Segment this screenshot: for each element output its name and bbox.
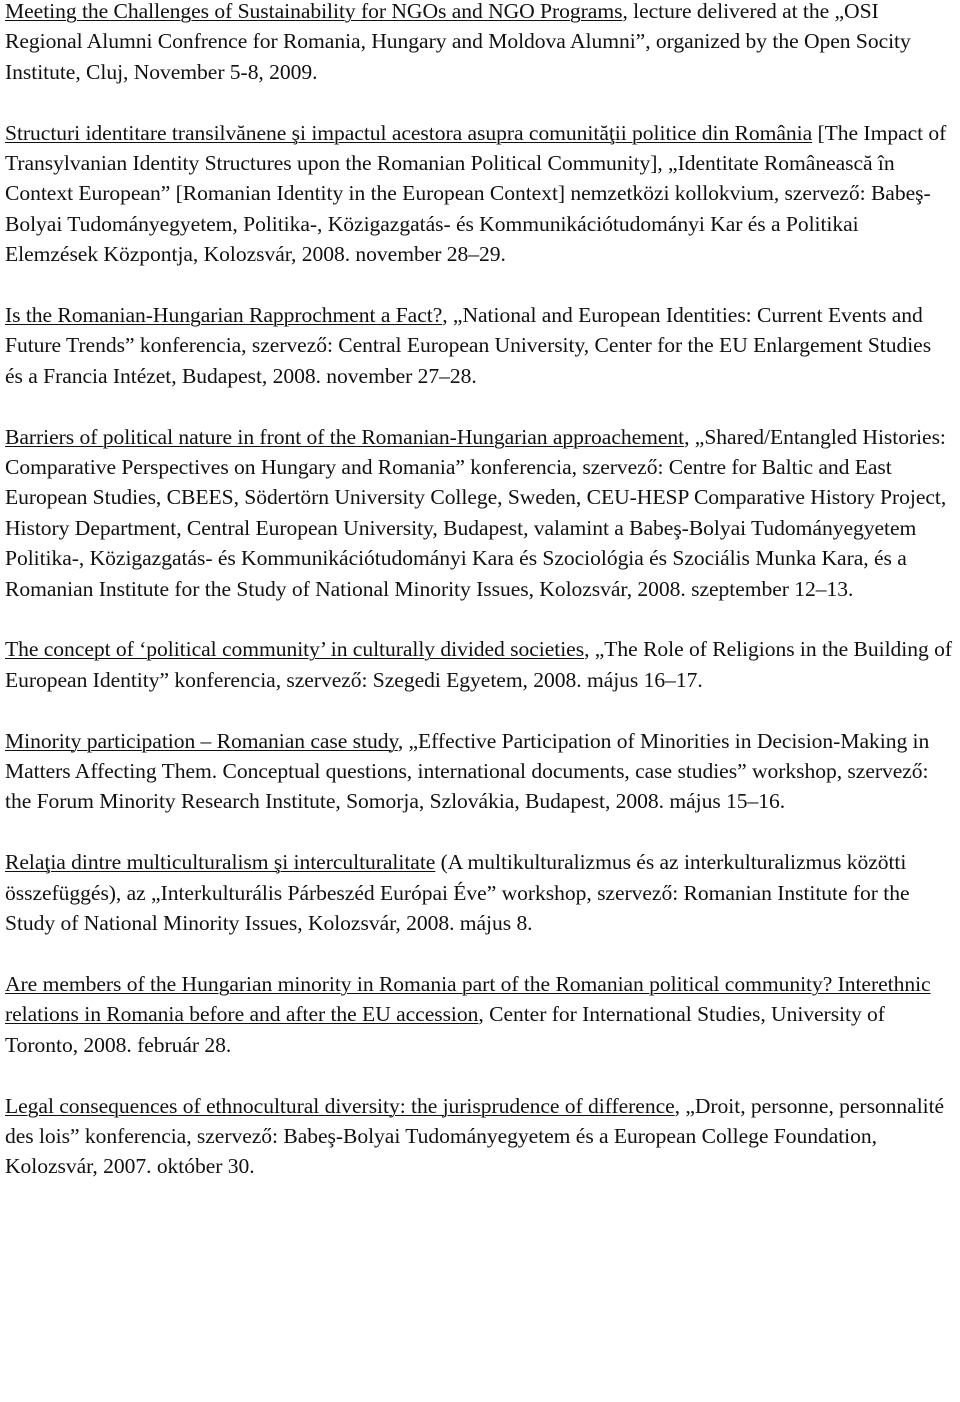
- entry-detail: [The Impact of Transylvanian Identity Structures upon the Romanian Political Community], „Identitate Românească în Context European” [Romanian Identity in the European Context] nemzetközi kollokvium, szervező: Babeş-Bolyai Tudományegyetem, Politika-, Közigazgatás- és Kommunikációtudományi Kar és a Politikai Elemzések Központja, Kolozsvár, 2008. november 28–29.: [5, 120, 947, 267]
- entry-detail: , „Droit, personne, personnalité des lois” konferencia, szervező: Babeş-Bolyai Tudományegyetem és a European College Foundation, Kolozsvár, 2007. október 30.: [5, 1093, 945, 1179]
- entry-detail: , „The Role of Religions in the Building of European Identity” konferencia, szervező: Szegedi Egyetem, 2008. május 16–17.: [5, 637, 952, 692]
- entry-detail: , „Shared/Entangled Histories: Comparative Perspectives on Hungary and Romania” konferencia, szervező: Centre for Baltic and East European Studies, CBEES, Södertörn University College, Sweden, CEU-HESP Comparative History Project, History Department, Central European University, Budapest, valamint a Babeş-Bolyai Tudományegyetem Politika-, Közigazgatás- és Kommunikációtudományi Kara és Szociológia és Szociális Munka Kara, és a Romanian Institute for the Study of National Minority Issues, Kolozsvár, 2008. szeptember 12–13.: [5, 424, 947, 601]
- list-item: [5, 847, 953, 938]
- entry-detail: , lecture delivered at the „OSI Regional Alumni Confrence for Romania, Hungary and Moldova Alumni”, organized by the Open Socity Institute, Cluj, November 5-8, 2009.: [5, 0, 911, 84]
- list-item: [5, 969, 953, 1060]
- entry-title: The concept of ‘political community’ in culturally divided societies: [5, 637, 585, 662]
- entry-title: Relaţia dintre multiculturalism şi interculturalitate: [5, 850, 436, 875]
- list-item: [5, 422, 953, 604]
- entry-title: Minority participation – Romanian case study: [5, 728, 398, 753]
- entry-detail: , „Effective Participation of Minorities in Decision-Making in Matters Affecting Them. Conceptual questions, international documents, case studies” workshop, szervező: the Forum Minority Research Institute, Somorja, Szlovákia, Budapest, 2008. május 15–16.: [5, 728, 930, 814]
- entry-title: Structuri identitare transilvănene şi impactul acestora asupra comunităţii politice din România: [5, 120, 813, 145]
- list-item: [5, 634, 953, 695]
- entry-title: Barriers of political nature in front of the Romanian-Hungarian approachement: [5, 424, 685, 449]
- list-item: [5, 0, 953, 87]
- entry-detail: , „National and European Identities: Current Events and Future Trends” konferencia, szervező: Central European University, Center for the EU Enlargement Studies és a Francia Intézet, Budapest, 2008. november 27–28.: [5, 303, 932, 388]
- entry-title: Legal consequences of ethnocultural diversity: the jurisprudence of difference: [5, 1093, 675, 1118]
- entry-title: Are members of the Hungarian minority in Romania part of the Romanian political community? Interethnic relations in Romania before and after the EU accession: [5, 971, 931, 1027]
- list-item: [5, 1091, 953, 1182]
- list-item: [5, 300, 953, 391]
- entry-detail: , Center for International Studies, University of Toronto, 2008. február 28.: [5, 1002, 885, 1057]
- list-item: [5, 726, 953, 817]
- entry-detail: (A multikulturalizmus és az interkulturalizmus közötti összefüggés), az „Interkulturális Párbeszéd Európai Éve” workshop, szervező: Romanian Institute for the Study of National Minority Issues, Kolozsvár, 2008. május 8.: [5, 850, 910, 936]
- entry-title: Is the Romanian-Hungarian Rapprochment a Fact?: [5, 303, 443, 328]
- document-page: [5, 0, 953, 1212]
- entry-title: Meeting the Challenges of Sustainability for NGOs and NGO Programs: [5, 0, 623, 23]
- list-item: [5, 118, 953, 270]
